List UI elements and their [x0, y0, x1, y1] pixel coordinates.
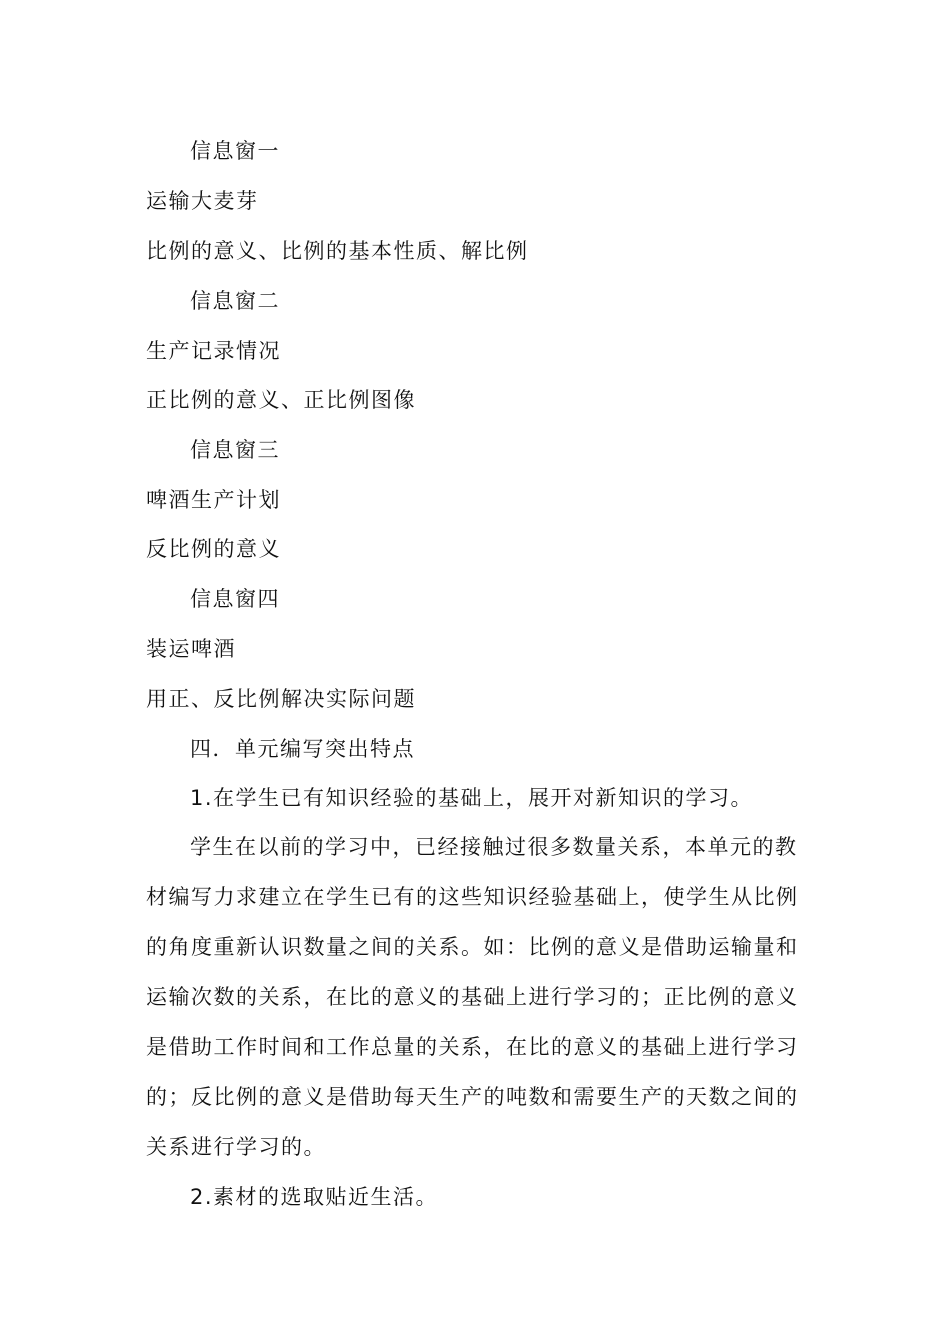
- heading-info-window-4: 信息窗四: [190, 587, 280, 611]
- paragraph-line: 关系进行学习的。: [146, 1135, 326, 1159]
- info-window-4-title: 装运啤酒: [146, 637, 236, 661]
- info-window-4-content: 用正、反比例解决实际问题: [146, 687, 416, 711]
- paragraph-line: 是借助工作时间和工作总量的关系，在比的意义的基础上进行学习: [146, 1035, 799, 1059]
- heading-info-window-3: 信息窗三: [190, 438, 280, 462]
- paragraph-line: 的角度重新认识数量之间的关系。如：比例的意义是借助运输量和: [146, 935, 799, 959]
- heading-info-window-2: 信息窗二: [190, 289, 280, 313]
- info-window-2-title: 生产记录情况: [146, 339, 281, 363]
- info-window-3-title: 啤酒生产计划: [146, 488, 281, 512]
- info-window-3-content: 反比例的意义: [146, 537, 281, 561]
- section-heading: 四．单元编写突出特点: [190, 737, 415, 761]
- heading-info-window-1: 信息窗一: [190, 139, 280, 163]
- paragraph-line: 学生在以前的学习中，已经接触过很多数量关系，本单元的教: [190, 835, 798, 859]
- point-1-heading: 1.在学生已有知识经验的基础上，展开对新知识的学习。: [190, 786, 754, 810]
- info-window-1-content: 比例的意义、比例的基本性质、解比例: [146, 239, 529, 263]
- paragraph-line: 材编写力求建立在学生已有的这些知识经验基础上，使学生从比例: [146, 885, 799, 909]
- info-window-2-content: 正比例的意义、正比例图像: [146, 388, 416, 412]
- paragraph-line: 运输次数的关系，在比的意义的基础上进行学习的；正比例的意义: [146, 985, 799, 1009]
- point-2-heading: 2.素材的选取贴近生活。: [190, 1185, 439, 1209]
- info-window-1-title: 运输大麦芽: [146, 189, 259, 213]
- paragraph-line: 的；反比例的意义是借助每天生产的吨数和需要生产的天数之间的: [146, 1085, 799, 1109]
